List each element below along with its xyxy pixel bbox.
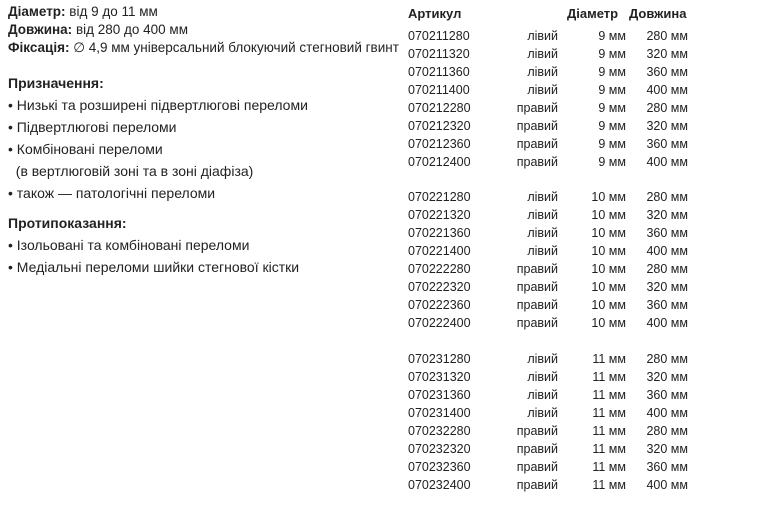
length-cell: 360 мм xyxy=(646,298,688,312)
diameter-cell: 11 мм xyxy=(592,424,626,438)
article-cell: 070222320 xyxy=(408,280,471,294)
purpose-item: • також — патологічні переломи xyxy=(8,185,216,201)
side-cell: лівий xyxy=(527,190,558,204)
article-cell: 070221400 xyxy=(408,244,471,258)
diameter-cell: 9 мм xyxy=(598,83,626,97)
length-cell: 320 мм xyxy=(646,208,688,222)
article-cell: 070232320 xyxy=(408,442,471,456)
header-article: Артикул xyxy=(408,6,462,21)
article-cell: 070212320 xyxy=(408,119,471,133)
diameter-cell: 10 мм xyxy=(591,244,626,258)
diameter-cell: 9 мм xyxy=(598,101,626,115)
length-cell: 400 мм xyxy=(646,478,688,492)
diameter-cell: 11 мм xyxy=(592,370,626,384)
side-cell: лівий xyxy=(527,370,558,384)
side-cell: лівий xyxy=(527,65,558,79)
article-cell: 070212360 xyxy=(408,137,471,151)
side-cell: правий xyxy=(516,424,558,438)
purpose-item: • Підвертлюгові переломи xyxy=(8,119,177,135)
article-cell: 070212280 xyxy=(408,101,471,115)
diameter-cell: 11 мм xyxy=(592,406,626,420)
diameter-cell: 9 мм xyxy=(598,155,626,169)
article-cell: 070221280 xyxy=(408,190,471,204)
contra-item: • Медіальні переломи шийки стегнової кістки xyxy=(8,259,300,275)
side-cell: правий xyxy=(516,280,558,294)
purpose-item: • Комбіновані переломи xyxy=(8,141,163,157)
spec-diameter-value: від 9 до 11 мм xyxy=(65,4,158,19)
article-cell: 070222400 xyxy=(408,316,471,330)
length-cell: 320 мм xyxy=(646,119,688,133)
article-cell: 070211280 xyxy=(408,29,470,43)
length-cell: 400 мм xyxy=(646,155,688,169)
side-cell: лівий xyxy=(527,226,558,240)
length-cell: 280 мм xyxy=(646,424,688,438)
spec-diameter xyxy=(8,3,158,21)
length-cell: 320 мм xyxy=(646,370,688,384)
side-cell: лівий xyxy=(527,29,558,43)
purpose-item: • Низькі та розширені підвертлюгові переломи xyxy=(8,97,308,113)
length-cell: 320 мм xyxy=(646,280,688,294)
article-cell: 070232360 xyxy=(408,460,471,474)
purpose-item: (в вертлюговій зоні та в зоні діафіза) xyxy=(8,163,254,179)
diameter-cell: 9 мм xyxy=(598,65,626,79)
diameter-cell: 10 мм xyxy=(591,262,626,276)
spec-length xyxy=(8,21,188,39)
side-cell: лівий xyxy=(527,352,558,366)
side-cell: лівий xyxy=(527,244,558,258)
article-cell: 070221360 xyxy=(408,226,471,240)
article-cell: 070211400 xyxy=(408,83,470,97)
diameter-cell: 10 мм xyxy=(591,280,626,294)
length-cell: 360 мм xyxy=(646,460,688,474)
article-cell: 070231320 xyxy=(408,370,471,384)
length-cell: 280 мм xyxy=(646,101,688,115)
article-cell: 070232280 xyxy=(408,424,471,438)
side-cell: правий xyxy=(516,460,558,474)
diameter-cell: 10 мм xyxy=(591,316,626,330)
contra-heading: Протипоказання: xyxy=(8,215,127,231)
side-cell: правий xyxy=(516,101,558,115)
length-cell: 320 мм xyxy=(646,442,688,456)
diameter-cell: 9 мм xyxy=(598,29,626,43)
length-cell: 360 мм xyxy=(646,226,688,240)
side-cell: правий xyxy=(516,478,558,492)
diameter-cell: 11 мм xyxy=(592,388,626,402)
side-cell: лівий xyxy=(527,388,558,402)
spec-fixation-label: Фіксація: xyxy=(8,40,70,55)
length-cell: 280 мм xyxy=(646,352,688,366)
length-cell: 280 мм xyxy=(646,262,688,276)
article-cell: 070222280 xyxy=(408,262,471,276)
article-cell: 070231280 xyxy=(408,352,471,366)
article-cell: 070212400 xyxy=(408,155,471,169)
length-cell: 400 мм xyxy=(646,83,688,97)
spec-fixation xyxy=(8,39,399,57)
side-cell: правий xyxy=(516,316,558,330)
side-cell: лівий xyxy=(527,406,558,420)
contra-item: • Ізольовані та комбіновані переломи xyxy=(8,237,250,253)
article-cell: 070211360 xyxy=(408,65,470,79)
side-cell: правий xyxy=(516,298,558,312)
side-cell: правий xyxy=(516,137,558,151)
side-cell: правий xyxy=(516,119,558,133)
purpose-heading: Призначення: xyxy=(8,75,104,91)
side-cell: правий xyxy=(516,262,558,276)
length-cell: 360 мм xyxy=(646,65,688,79)
article-cell: 070231360 xyxy=(408,388,471,402)
article-cell: 070231400 xyxy=(408,406,471,420)
header-length: Довжина xyxy=(629,6,687,21)
length-cell: 360 мм xyxy=(646,137,688,151)
spec-length-label: Довжина: xyxy=(8,22,73,37)
article-cell: 070232400 xyxy=(408,478,471,492)
diameter-cell: 10 мм xyxy=(591,190,626,204)
length-cell: 400 мм xyxy=(646,316,688,330)
side-cell: лівий xyxy=(527,47,558,61)
length-cell: 280 мм xyxy=(646,29,688,43)
diameter-cell: 11 мм xyxy=(592,442,626,456)
diameter-cell: 9 мм xyxy=(598,137,626,151)
side-cell: лівий xyxy=(527,83,558,97)
header-diameter: Діаметр xyxy=(567,6,619,21)
spec-fixation-value: ∅ 4,9 мм універсальний блокуючий стегновий гвинт xyxy=(69,40,399,55)
length-cell: 280 мм xyxy=(646,190,688,204)
spec-length-value: від 280 до 400 мм xyxy=(72,22,188,37)
diameter-cell: 9 мм xyxy=(598,47,626,61)
length-cell: 400 мм xyxy=(646,406,688,420)
diameter-cell: 11 мм xyxy=(592,460,626,474)
side-cell: правий xyxy=(516,155,558,169)
length-cell: 400 мм xyxy=(646,244,688,258)
diameter-cell: 10 мм xyxy=(591,298,626,312)
spec-diameter-label: Діаметр: xyxy=(8,4,66,19)
article-cell: 070211320 xyxy=(408,47,470,61)
article-cell: 070222360 xyxy=(408,298,471,312)
diameter-cell: 11 мм xyxy=(592,478,626,492)
diameter-cell: 10 мм xyxy=(591,208,626,222)
side-cell: правий xyxy=(516,442,558,456)
diameter-cell: 9 мм xyxy=(598,119,626,133)
side-cell: лівий xyxy=(527,208,558,222)
diameter-cell: 11 мм xyxy=(592,352,626,366)
length-cell: 360 мм xyxy=(646,388,688,402)
article-cell: 070221320 xyxy=(408,208,471,222)
diameter-cell: 10 мм xyxy=(591,226,626,240)
length-cell: 320 мм xyxy=(646,47,688,61)
